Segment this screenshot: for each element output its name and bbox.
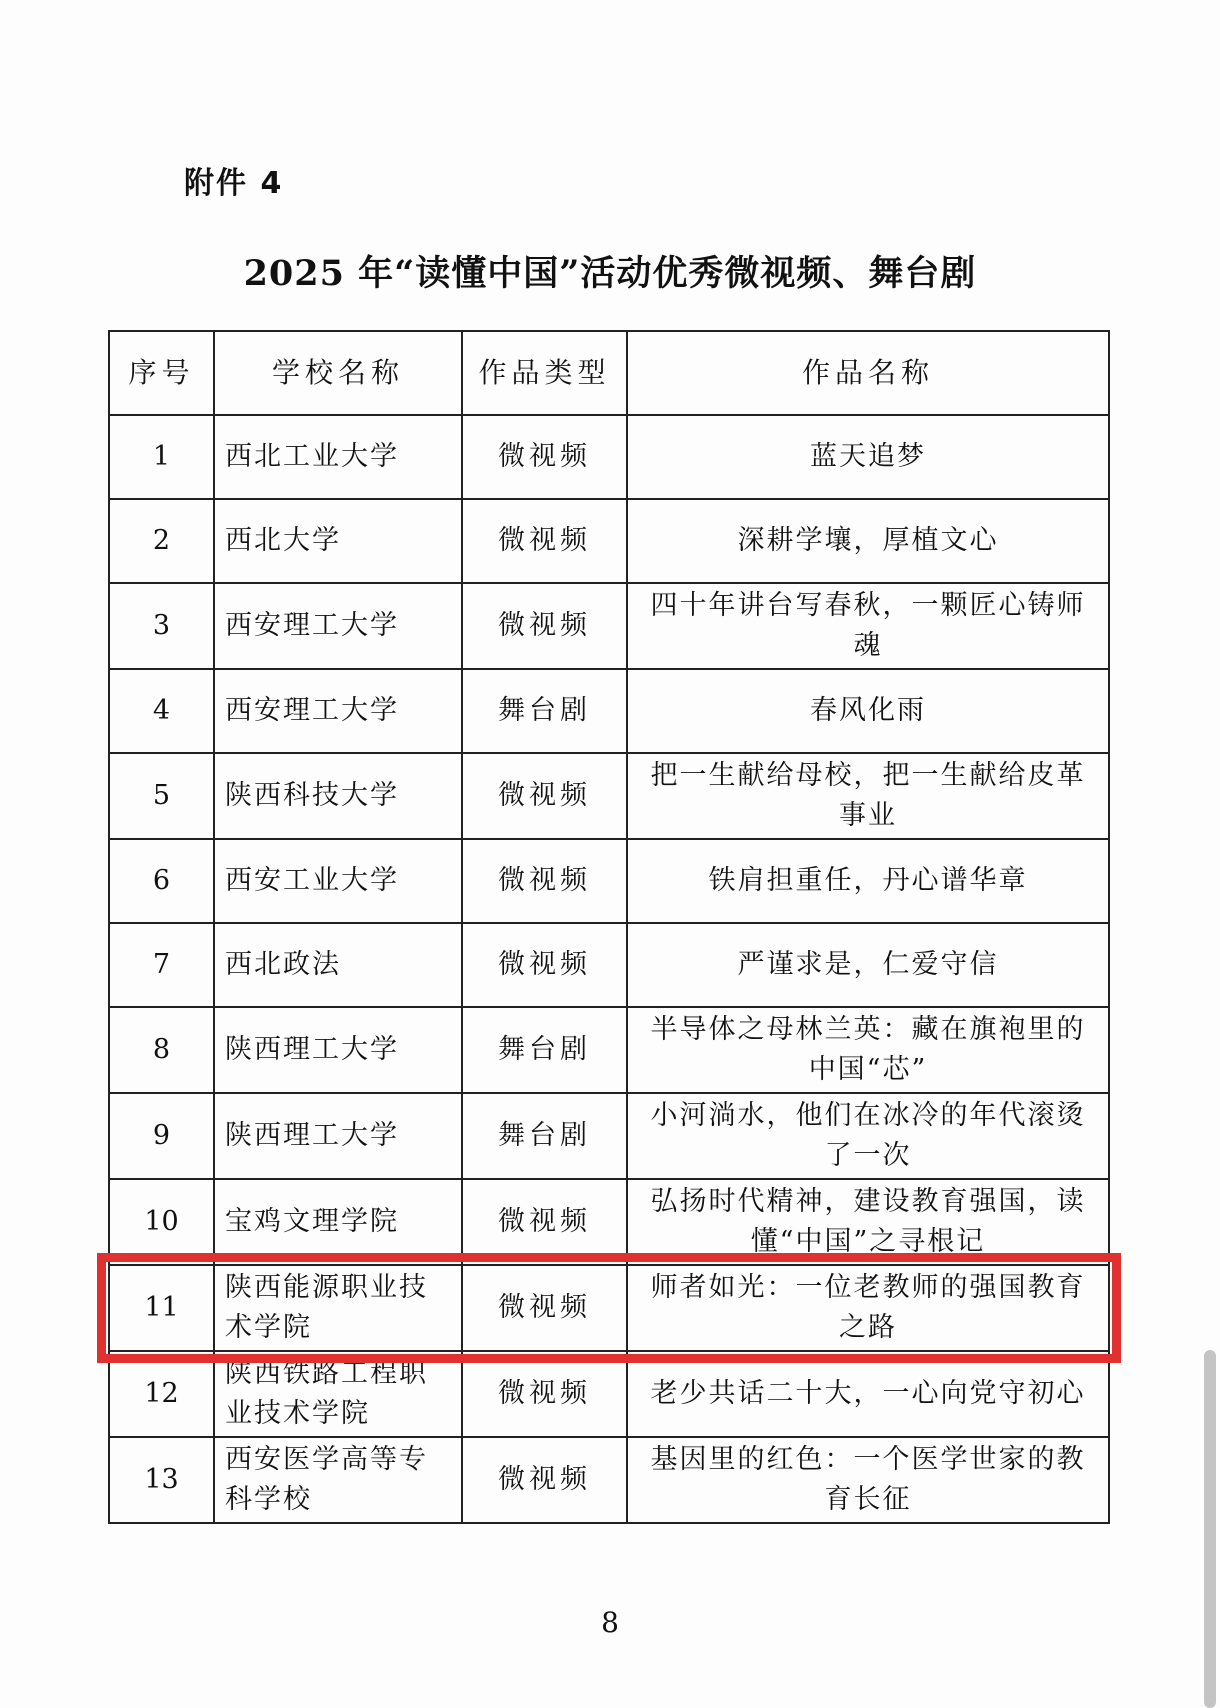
- cell-title: 半导体之母林兰英：藏在旗袍里的中国“芯”: [627, 1007, 1109, 1093]
- cell-school: 陕西能源职业技术学院: [214, 1265, 462, 1351]
- table-row: [109, 1179, 1109, 1265]
- attachment-label: 附件 4: [184, 166, 284, 201]
- cell-school: 西安医学高等专科学校: [214, 1437, 462, 1523]
- cell-title: 深耕学壤，厚植文心: [627, 499, 1109, 583]
- cell-no: 2: [109, 499, 214, 583]
- cell-title: 四十年讲台写春秋，一颗匠心铸师魂: [627, 583, 1109, 669]
- cell-type: 舞台剧: [462, 669, 627, 753]
- cell-title: 蓝天追梦: [627, 415, 1109, 499]
- cell-no: 9: [109, 1093, 214, 1179]
- table-row: [109, 1351, 1109, 1437]
- cell-type: 微视频: [462, 415, 627, 499]
- cell-title: 弘扬时代精神，建设教育强国，读懂“中国”之寻根记: [627, 1179, 1109, 1265]
- scrollbar[interactable]: [1204, 1350, 1216, 1708]
- table-row: [109, 669, 1109, 753]
- cell-no: 4: [109, 669, 214, 753]
- cell-school: 宝鸡文理学院: [214, 1179, 462, 1265]
- cell-type: 微视频: [462, 1437, 627, 1523]
- cell-title: 严谨求是，仁爱守信: [627, 923, 1109, 1007]
- cell-school: 陕西科技大学: [214, 753, 462, 839]
- scrollbar-thumb[interactable]: [1204, 1350, 1216, 1708]
- table-row: [109, 839, 1109, 923]
- header-school: 学校名称: [214, 331, 462, 415]
- header-type: 作品类型: [462, 331, 627, 415]
- cell-type: 舞台剧: [462, 1093, 627, 1179]
- cell-no: 3: [109, 583, 214, 669]
- cell-title: 铁肩担重任，丹心谱华章: [627, 839, 1109, 923]
- table-row: [109, 923, 1109, 1007]
- header-no: 序号: [109, 331, 214, 415]
- cell-title: 把一生献给母校，把一生献给皮革事业: [627, 753, 1109, 839]
- cell-type: 微视频: [462, 839, 627, 923]
- cell-no: 12: [109, 1351, 214, 1437]
- cell-school: 西北工业大学: [214, 415, 462, 499]
- cell-type: 舞台剧: [462, 1007, 627, 1093]
- cell-type: 微视频: [462, 1179, 627, 1265]
- awards-table: [108, 330, 1110, 1524]
- table-row: [109, 415, 1109, 499]
- cell-title: 师者如光：一位老教师的强国教育之路: [627, 1265, 1109, 1351]
- cell-type: 微视频: [462, 1265, 627, 1351]
- cell-no: 10: [109, 1179, 214, 1265]
- cell-school: 陕西理工大学: [214, 1007, 462, 1093]
- cell-title: 春风化雨: [627, 669, 1109, 753]
- page-number: 8: [601, 1606, 619, 1639]
- cell-school: 西安理工大学: [214, 583, 462, 669]
- cell-no: 11: [109, 1265, 214, 1351]
- table-row: [109, 753, 1109, 839]
- cell-no: 7: [109, 923, 214, 1007]
- cell-no: 1: [109, 415, 214, 499]
- cell-no: 8: [109, 1007, 214, 1093]
- cell-type: 微视频: [462, 1351, 627, 1437]
- cell-title: 基因里的红色：一个医学世家的教育长征: [627, 1437, 1109, 1523]
- table-row: [109, 499, 1109, 583]
- table-row-highlighted: [109, 1265, 1109, 1351]
- table-header-row: [109, 331, 1109, 415]
- cell-school: 陕西理工大学: [214, 1093, 462, 1179]
- header-title: 作品名称: [627, 331, 1109, 415]
- cell-school: 西安理工大学: [214, 669, 462, 753]
- cell-school: 西北政法: [214, 923, 462, 1007]
- cell-school: 陕西铁路工程职业技术学院: [214, 1351, 462, 1437]
- table-row: [109, 1007, 1109, 1093]
- cell-school: 西北大学: [214, 499, 462, 583]
- cell-type: 微视频: [462, 583, 627, 669]
- cell-type: 微视频: [462, 753, 627, 839]
- cell-no: 6: [109, 839, 214, 923]
- cell-school: 西安工业大学: [214, 839, 462, 923]
- table-row: [109, 583, 1109, 669]
- document-title: 2025 年“读懂中国”活动优秀微视频、舞台剧: [243, 253, 977, 294]
- cell-title: 小河淌水，他们在冰冷的年代滚烫了一次: [627, 1093, 1109, 1179]
- cell-no: 13: [109, 1437, 214, 1523]
- cell-no: 5: [109, 753, 214, 839]
- cell-type: 微视频: [462, 499, 627, 583]
- table-row: [109, 1437, 1109, 1523]
- table-row: [109, 1093, 1109, 1179]
- cell-title: 老少共话二十大，一心向党守初心: [627, 1351, 1109, 1437]
- cell-type: 微视频: [462, 923, 627, 1007]
